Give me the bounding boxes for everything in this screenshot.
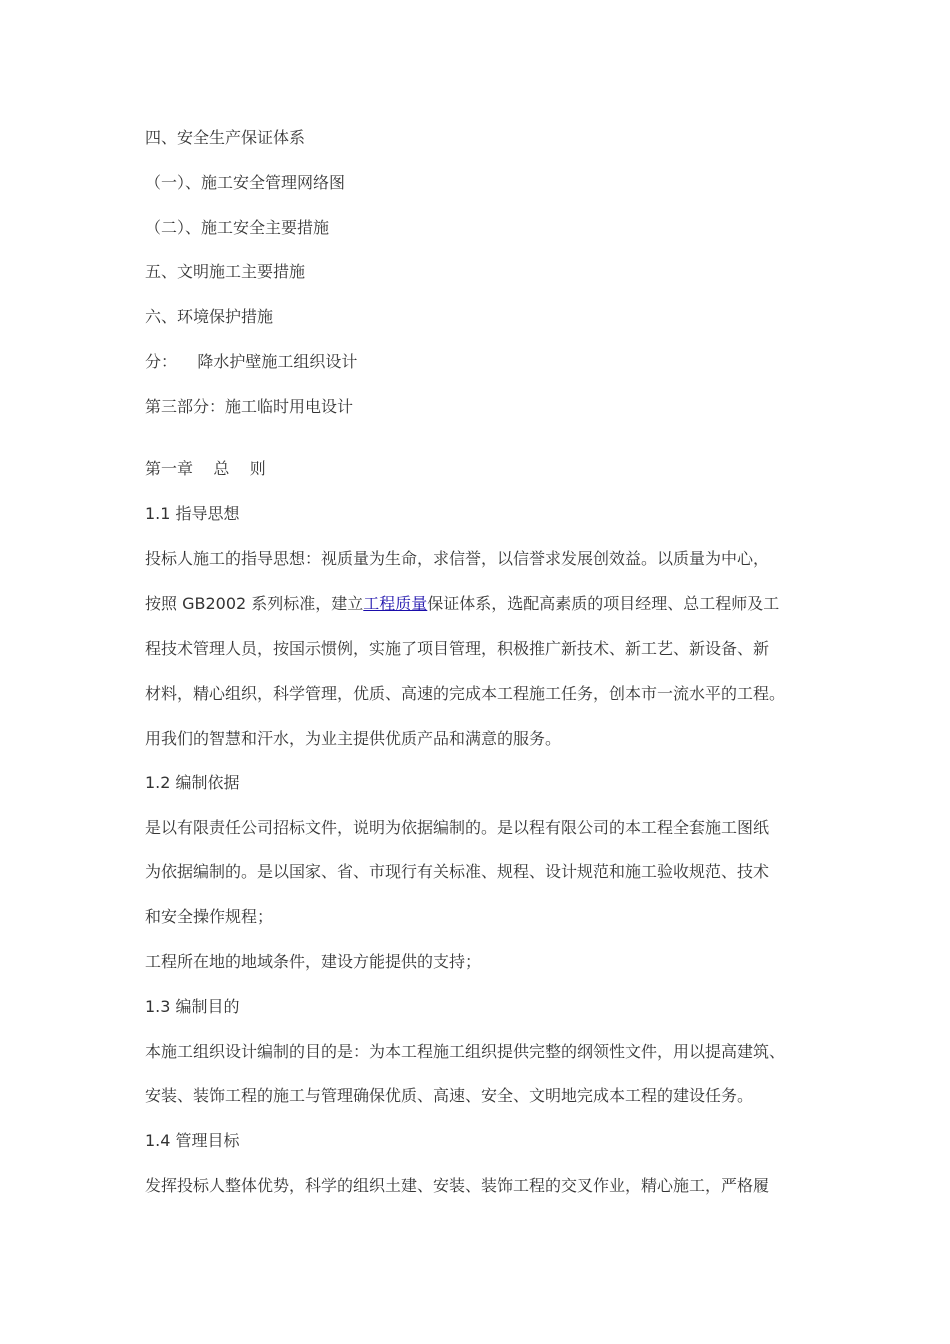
paragraph-line: 是以有限责任公司招标文件，说明为依据编制的。是以程有限公司的本工程全套施工图纸 (145, 818, 770, 837)
paragraph-line: 为依据编制的。是以国家、省、市现行有关标准、规程、设计规范和施工验收规范、技术 (145, 862, 770, 881)
paragraph-line: 程技术管理人员，按国示惯例，实施了项目管理，积极推广新技术、新工艺、新设备、新 (145, 639, 770, 658)
paragraph-line (145, 594, 779, 614)
section-heading: 1.4 管理目标 (145, 1131, 240, 1150)
text-run: 保证体系，选配高素质的项目经理、总工程师及工 (427, 594, 780, 613)
paragraph-line: 发挥投标人整体优势，科学的组织土建、安装、装饰工程的交叉作业，精心施工，严格履 (145, 1176, 770, 1195)
toc-item: 第三部分：施工临时用电设计 (145, 397, 354, 416)
paragraph-line: 本施工组织设计编制的目的是：为本工程施工组织提供完整的纲领性文件，用以提高建筑、 (145, 1042, 786, 1061)
text-run: 按照 GB2002 系列标准，建立 (145, 594, 364, 613)
paragraph-line: 投标人施工的指导思想：视质量为生命，求信誉，以信誉求发展创效益。以质量为中心， (145, 549, 770, 568)
paragraph-line: 安装、装饰工程的施工与管理确保优质、高速、安全、文明地完成本工程的建设任务。 (145, 1086, 754, 1105)
section-heading: 1.1 指导思想 (145, 504, 240, 523)
paragraph-line: 工程所在地的地域条件，建设方能提供的支持； (145, 952, 482, 971)
paragraph-line: 和安全操作规程； (145, 907, 274, 926)
toc-item: 四、安全生产保证体系 (145, 128, 306, 147)
chapter-title: 第一章 总 则 (145, 459, 266, 478)
quality-link[interactable]: 工程质量 (363, 594, 428, 613)
toc-item: 分： 降水护壁施工组织设计 (145, 352, 358, 371)
toc-item: （一）、施工安全管理网络图 (145, 173, 346, 192)
paragraph-line: 用我们的智慧和汗水，为业主提供优质产品和满意的服务。 (145, 729, 562, 748)
toc-item: 五、文明施工主要措施 (145, 262, 306, 281)
section-heading: 1.2 编制依据 (145, 773, 240, 792)
section-heading: 1.3 编制目的 (145, 997, 240, 1016)
toc-item: 六、环境保护措施 (145, 307, 274, 326)
toc-item: （二）、施工安全主要措施 (145, 218, 330, 237)
paragraph-line: 材料，精心组织，科学管理，优质、高速的完成本工程施工任务，创本市一流水平的工程。 (145, 684, 786, 703)
